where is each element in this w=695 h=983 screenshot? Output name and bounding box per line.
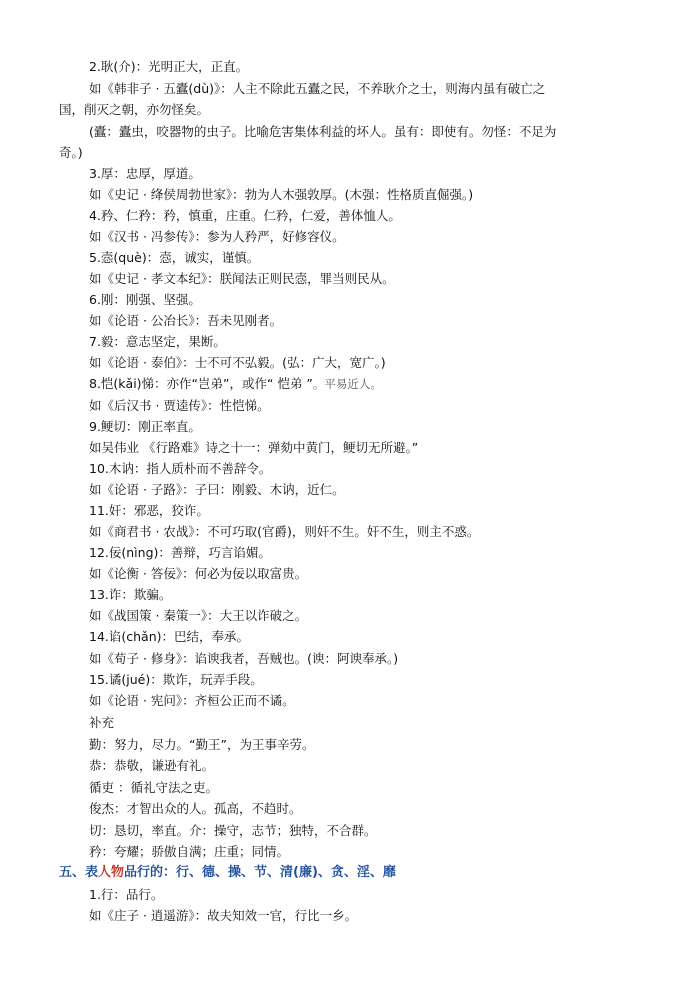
text-line-31: 如《论语 · 宪问》：齐桓公正而不谲。 (89, 693, 295, 708)
text-line-23: 如《商君书 · 农战》：不可巧取(官爵)，则奸不生。奸不生，则主不惑。 (89, 524, 480, 539)
text-line-35: 循吏 ：循礼守法之吏。 (89, 780, 218, 795)
text-line-12: 6.刚：刚强、坚强。 (89, 292, 201, 307)
text-line-11: 如《史记 · 孝文本纪》：朕闻法正则民悫，罪当则民从。 (89, 271, 395, 286)
section-heading (59, 865, 396, 881)
text-line-18: 9.鲠切：刚正率直。 (89, 419, 201, 434)
text-line-14: 7.毅：意志坚定，果断。 (89, 334, 226, 349)
text-line-10: 5.悫(què)：悫，诚实，谨慎。 (89, 250, 260, 265)
text-line-16-suffix: 。平易近人。 (312, 377, 382, 391)
text-line-36: 俊杰：才智出众的人。孤高，不趋时。 (89, 801, 302, 816)
text-line-38: 矜：夸耀；骄傲自满；庄重；同情。 (89, 844, 290, 859)
text-line-25: 如《论衡 · 答佞》：何必为佞以取富贵。 (89, 566, 308, 581)
text-line-17: 如《后汉书 · 贾逵传》：性恺悌。 (89, 398, 270, 413)
text-line-16-main: 8.恺(kǎi)悌：亦作“岂弟”，或作“ 恺弟 ” (89, 376, 313, 391)
text-line-33: 勤：努力，尽力。“勤王”，为王事辛劳。 (89, 737, 315, 752)
text-line-2: 如《韩非子 · 五蠹(dù)》：人主不除此五蠹之民，不养耿介之士，则海内虽有破亡之 (89, 81, 546, 96)
text-line-24: 12.佞(nìng)：善辩，巧言谄媚。 (89, 545, 271, 560)
text-line-7: 如《史记 · 绛侯周勃世家》：勃为人木强敦厚。(木强：性格质直倔强。) (89, 187, 474, 202)
text-line-28: 14.谄(chǎn)：巴结，奉承。 (89, 629, 250, 644)
text-line-3: 国，削灭之朝，亦勿怪矣。 (59, 102, 210, 117)
text-line-37: 切：恳切，率直。介：操守，志节；独特，不合群。 (89, 823, 377, 838)
section-heading-suffix: 品行的：行、德、操、节、清(廉)、贪、淫、靡 (124, 865, 396, 880)
text-line-22: 11.奸：邪恶，狡诈。 (89, 503, 209, 518)
text-line-27: 如《战国策 · 秦策一》：大王以诈破之。 (89, 608, 308, 623)
text-line-15: 如《论语 · 泰伯》：士不可不弘毅。(弘：广大，宽广。) (89, 355, 386, 370)
text-line-39: 1.行：品行。 (89, 887, 164, 902)
text-line-6: 3.厚：忠厚，厚道。 (89, 166, 201, 181)
text-line-30: 15.谲(jué)：欺诈，玩弄手段。 (89, 672, 263, 687)
section-heading-prefix: 五、表 (59, 865, 99, 880)
text-line-4: (蠹：蠹虫，咬器物的虫子。比喻危害集体利益的坏人。虽有：即使有。勿怪：不足为 (89, 124, 557, 139)
text-line-9: 如《汉书 · 冯参传》：参为人矜严，好修容仪。 (89, 229, 345, 244)
text-line-13: 如《论语 · 公冶长》：吾未见刚者。 (89, 313, 283, 328)
section-heading-highlight: 人物 (98, 865, 125, 880)
text-line-21: 如《论语 · 子路》：子曰：刚毅、木讷，近仁。 (89, 482, 345, 497)
text-line-16 (89, 376, 382, 392)
text-line-29: 如《荀子 · 修身》：谄谀我者，吾贼也。(谀：阿谀奉承。) (89, 651, 399, 666)
text-line-32: 补充 (89, 715, 115, 730)
text-line-19: 如吴伟业 《行路难》诗之十一：弹劾中黄门，鲠切无所避。” (89, 440, 419, 455)
text-line-8: 4.矜、仁矜：矜，慎重，庄重。仁矜，仁爱，善体恤人。 (89, 208, 401, 223)
text-line-20: 10.木讷：指人质朴而不善辞令。 (89, 461, 272, 476)
text-line-1: 2.耿(介)：光明正大，正直。 (89, 59, 249, 74)
text-line-26: 13.诈：欺骗。 (89, 587, 172, 602)
text-line-40: 如《庄子 · 逍遥游》：故夫知效一官，行比一乡。 (89, 908, 358, 923)
text-line-5: 奇。) (59, 145, 83, 160)
text-line-34: 恭：恭敬，谦逊有礼。 (89, 758, 215, 773)
